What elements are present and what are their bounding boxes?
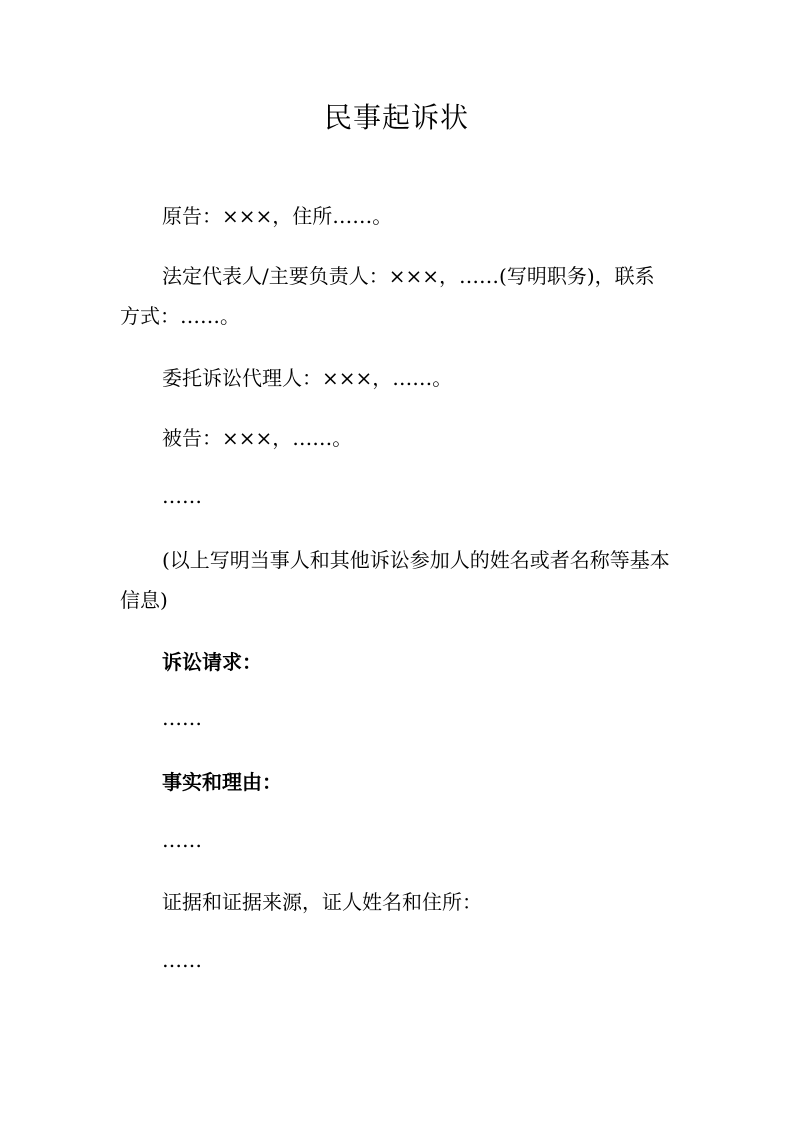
claims-heading: 诉讼请求： — [162, 650, 262, 674]
evidence-content: …… — [162, 948, 202, 972]
facts-heading: 事实和理由： — [162, 770, 282, 794]
evidence-heading: 证据和证据来源，证人姓名和住所： — [162, 890, 482, 914]
party-info-note: (以上写明当事人和其他诉讼参加人的姓名或者名称等基本信息) — [120, 548, 670, 612]
ellipsis-paragraph: …… — [162, 484, 202, 508]
plaintiff-paragraph: 原告：×××，住所……。 — [162, 204, 393, 228]
document-title: 民事起诉状 — [323, 101, 469, 134]
legal-representative-paragraph: 法定代表人/主要负责人：×××，……(写明职务)，联系方式：……。 — [120, 264, 655, 328]
claims-content: …… — [162, 706, 202, 730]
facts-content: …… — [162, 828, 202, 852]
agent-paragraph: 委托诉讼代理人：×××，……。 — [162, 366, 453, 390]
defendant-paragraph: 被告：×××，……。 — [162, 426, 353, 450]
